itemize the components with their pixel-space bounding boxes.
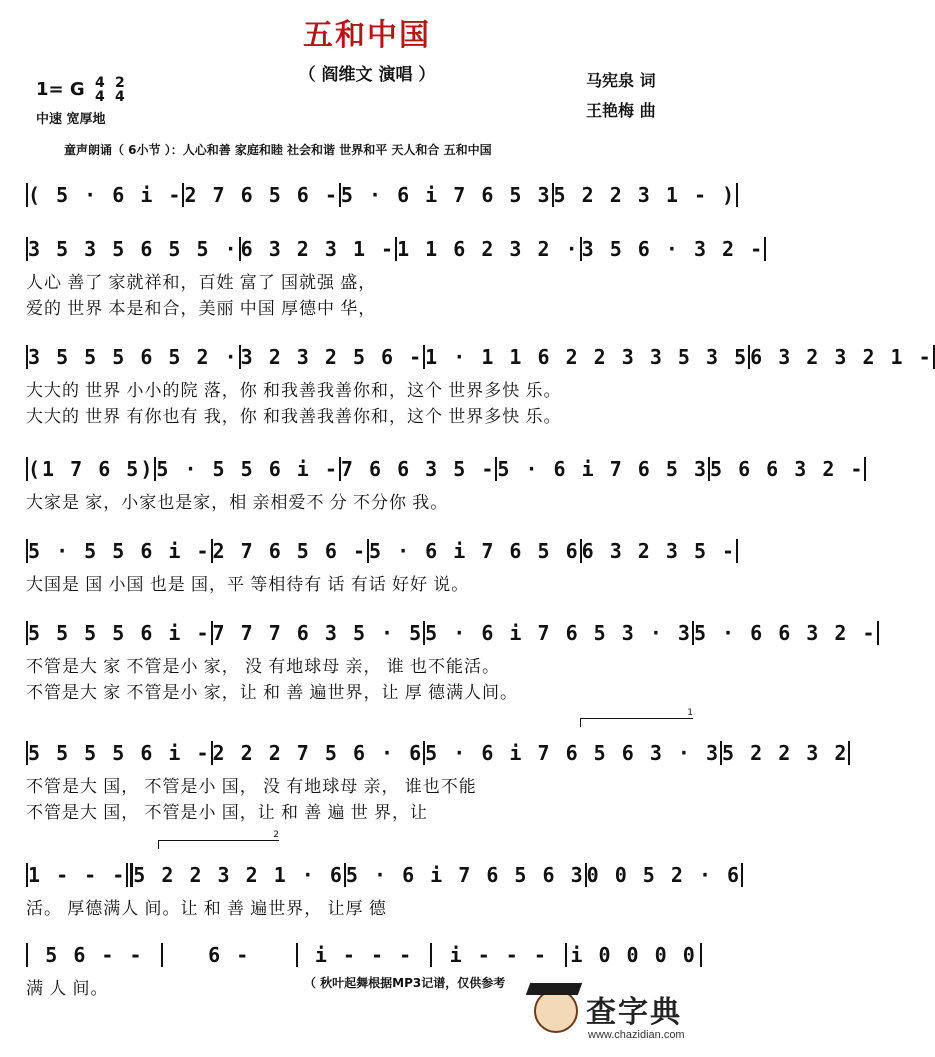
measure: 2 2 2 7 5 6 · 6 [212,741,424,765]
lyric-line: 不管是大 国， 不管是小 国， 没 有地球母 亲， 谁也不能 [26,777,477,796]
measure: 2 7 6 5 6 - [212,539,367,563]
lyric-line: 爱的 世界 本是和合，美丽 中国 厚德中 华， [26,299,377,318]
measure: 6 3 2 3 2 1 - [750,345,933,369]
measure: 6 3 2 3 5 - [581,539,737,563]
notation-line [26,862,742,888]
notation-line [26,620,877,646]
time-signature-a: 4 4 [94,75,105,105]
notation-line [26,456,865,482]
transcription-note: （ 秋叶起舞根据MP3记谱，仅供参考 [304,976,506,990]
barline [864,457,866,481]
lyric-line: 大国是 国 小国 也是 国，平 等相待有 话 有话 好好 说。 [26,575,470,594]
lyric-line: 不管是大 家 不管是小 家，让 和 善 遍世界，让 厚 德满人间。 [26,683,518,702]
measure: 5 6 - - [45,943,144,967]
notation-line [26,182,737,208]
barline [848,741,850,765]
measure: 7 7 7 6 3 5 · 5 [212,621,424,645]
measure: ( 5 · 6 i - [28,183,183,207]
measure: 2 7 6 5 6 - [184,183,339,207]
graduation-cap-icon [526,983,582,995]
volta-second-label: 2 [273,830,279,840]
volta-first-ending [580,708,693,727]
lyric-line: 活。 厚德满人 间。让 和 善 遍世界， 让厚 德 [26,899,387,918]
measure: i - - - [314,943,414,967]
measure: 5 · 6 i 7 6 5 3 [340,183,552,207]
lyric-line: 大家是 家，小家也是家，相 亲相爱不 分 不分你 我。 [26,493,449,512]
mascot-face-icon [534,989,578,1033]
lyricist-credit: 马宪泉 词 [586,71,656,90]
lyric-line: 不管是大 国， 不管是小 国，让 和 善 遍 世 界，让 [26,803,428,822]
recitation-note: 童声朗诵（ 6小节 ）：人心和善 家庭和睦 社会和谐 世界和平 天人和合 五和中国 [64,143,492,157]
volta-second-ending [158,830,279,849]
barline [700,943,702,967]
volta-first-label: 1 [687,708,693,718]
measure: 5 · 6 i 7 6 5 6 3 [345,863,585,887]
measure: 3 2 3 2 5 6 - [240,345,424,369]
barline [933,345,935,369]
measure: 1 · 1 1 6 2 2 3 3 5 3 5 [425,345,749,369]
logo-url: www.chazidian.com [588,1029,685,1041]
measure: 6 - [208,943,251,967]
credits [586,66,656,126]
measure: 5 6 6 3 2 - [710,457,865,481]
measure: 5 · 6 i 7 6 5 3 · 3 [425,621,692,645]
lyric-line: 不管是大 家 不管是小 家， 没 有地球母 亲， 谁 也不能活。 [26,657,500,676]
measure: 1 - - - [28,863,127,887]
barline [877,621,879,645]
measure: 5 5 5 5 6 i - [28,741,211,765]
measure: 5 2 2 3 2 [722,741,849,765]
performer-line: （ 阎维文 演唱 ） [298,65,436,85]
notation-line [26,538,737,564]
composer-credit: 王艳梅 曲 [586,101,656,120]
site-logo[interactable] [522,983,722,1049]
lyric-line: 满 人 间。 [26,979,109,998]
lyric-line: 大大的 世界 小小的院 落，你 和我善我善你和，这个 世界多快 乐。 [26,381,562,400]
measure: 5 2 2 3 2 1 · 6 [133,863,344,887]
measure: 5 · 5 5 6 i - [156,457,339,481]
logo-brand: 查字典 [586,995,682,1030]
measure: i 0 0 0 0 [570,943,697,967]
notation-line [26,942,702,968]
time-signature-b: 2 4 [114,75,125,105]
lyric-line: 大大的 世界 有你也有 我，你 和我善我善你和，这个 世界多快 乐。 [26,407,562,426]
measure: 5 · 5 5 6 i - [28,539,211,563]
measure: 5 5 5 5 6 i - [28,621,211,645]
measure: 1 1 6 2 3 2 · [397,237,580,261]
barline [736,539,738,563]
lyric-line: 人心 善了 家就祥和，百姓 富了 国就强 盛， [26,273,377,292]
measure: 5 · 6 i 7 6 5 6 [369,539,580,563]
measure: 7 6 6 3 5 - [340,457,496,481]
tempo-marking: 中速 宽厚地 [36,112,106,127]
measure: 5 · 6 6 3 2 - [693,621,877,645]
measure: 3 5 3 5 6 5 5 · [28,237,239,261]
notation-line [26,344,933,370]
notation-line [26,740,849,766]
measure: 3 5 5 5 6 5 2 · [28,345,239,369]
key-label: 1= G [36,79,85,100]
measure: 5 · 6 i 7 6 5 6 3 · 3 [425,741,721,765]
measure: 5 · 6 i 7 6 5 3 [497,457,708,481]
barline [741,863,743,887]
barline [736,183,738,207]
measure: 0 0 5 2 · 6 [586,863,742,887]
key-signature [36,76,125,104]
measure: (1 7 6 5) [28,457,155,481]
measure: 5 2 2 3 1 - ) [553,183,737,207]
barline [764,237,766,261]
measure: i - - - [449,943,548,967]
measure: 6 3 2 3 1 - [240,237,396,261]
measure: 3 5 6 · 3 2 - [581,237,765,261]
notation-line [26,236,765,262]
song-title: 五和中国 [303,18,431,53]
barline [126,863,133,887]
